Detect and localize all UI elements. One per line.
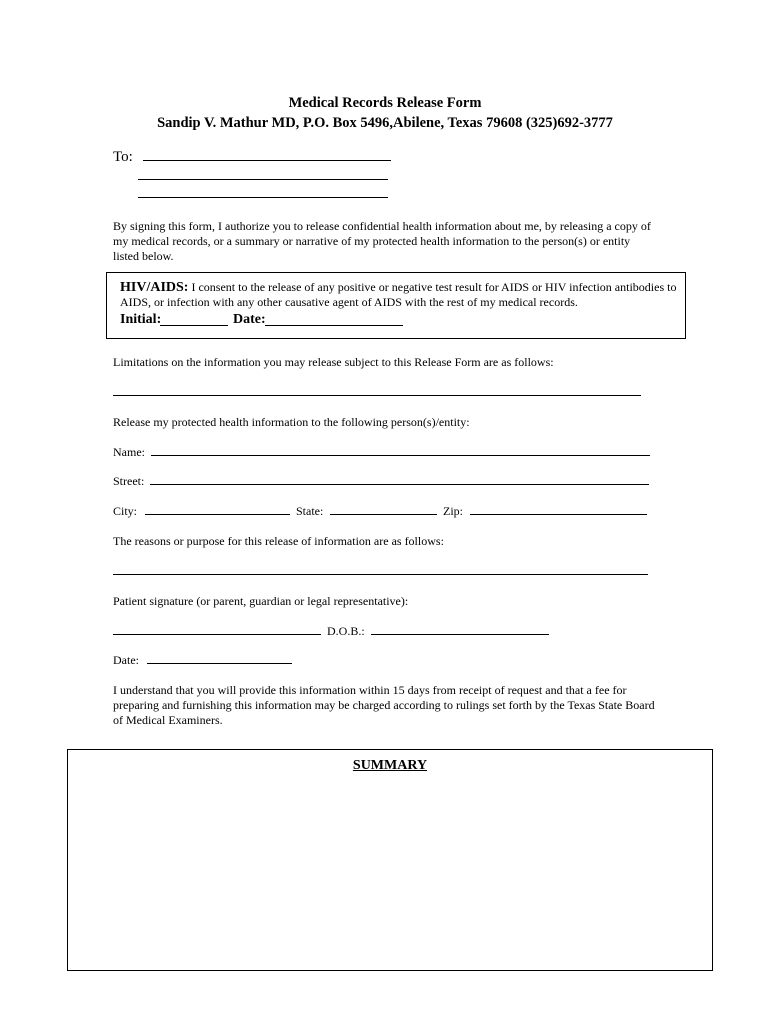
- street-line[interactable]: [150, 484, 649, 485]
- limitations-text: Limitations on the information you may release subject to this Release Form are as follows:: [113, 355, 554, 369]
- dob-label: D.O.B.:: [327, 624, 365, 638]
- hiv-date-line[interactable]: [265, 325, 403, 326]
- limitations-line[interactable]: [113, 395, 641, 396]
- dob-line[interactable]: [371, 634, 549, 635]
- reasons-line[interactable]: [113, 574, 648, 575]
- summary-box[interactable]: [67, 749, 713, 971]
- hiv-title: HIV/AIDS:: [120, 280, 189, 295]
- initial-date-row: [120, 312, 161, 328]
- date-line[interactable]: [147, 663, 292, 664]
- name-line[interactable]: [151, 455, 650, 456]
- zip-line[interactable]: [470, 514, 647, 515]
- provider-info: Sandip V. Mathur MD, P.O. Box 5496,Abilene, Texas 79608 (325)692-3777: [157, 115, 613, 131]
- date-label: Date:: [113, 653, 139, 667]
- signature-line[interactable]: [113, 634, 321, 635]
- hiv-date-label: Date:: [233, 312, 266, 327]
- to-line-2[interactable]: [138, 179, 388, 180]
- city-line[interactable]: [145, 514, 290, 515]
- to-label: To:: [113, 149, 133, 165]
- name-label: Name:: [113, 445, 145, 459]
- authorization-paragraph: By signing this form, I authorize you to release confidential health information about me, by releasing a copy of my medical records, or a summary or narrative of my protected health information to the person(s) or entity listed below.: [113, 219, 651, 263]
- summary-title: SUMMARY: [352, 758, 428, 773]
- release-to-text: Release my protected health information to the following person(s)/entity:: [113, 415, 470, 429]
- city-label: City:: [113, 504, 138, 518]
- state-label: State:: [296, 504, 324, 518]
- reasons-text: The reasons or purpose for this release of information are as follows:: [113, 534, 444, 548]
- initial-line[interactable]: [160, 325, 228, 326]
- hiv-consent-text: [120, 280, 680, 310]
- initial-label: Initial:: [120, 312, 162, 327]
- zip-label: Zip:: [443, 504, 463, 518]
- street-label: Street:: [113, 474, 145, 488]
- understand-paragraph: I understand that you will provide this information within 15 days from receipt of request and that a fee for preparing and furnishing this information may be charged according to rulings set forth by the Texas State Board of Medical Examiners.: [113, 683, 655, 727]
- state-line[interactable]: [330, 514, 437, 515]
- hiv-text: I consent to the release of any positive or negative test result for AIDS or HIV infection antibodies to AIDS, or infection with any other causative agent of AIDS with the rest of my medical records.: [120, 280, 677, 309]
- to-line-3[interactable]: [138, 197, 388, 198]
- to-line-1[interactable]: [143, 160, 391, 161]
- signature-text: Patient signature (or parent, guardian or legal representative):: [113, 594, 409, 608]
- form-title: Medical Records Release Form: [288, 95, 482, 111]
